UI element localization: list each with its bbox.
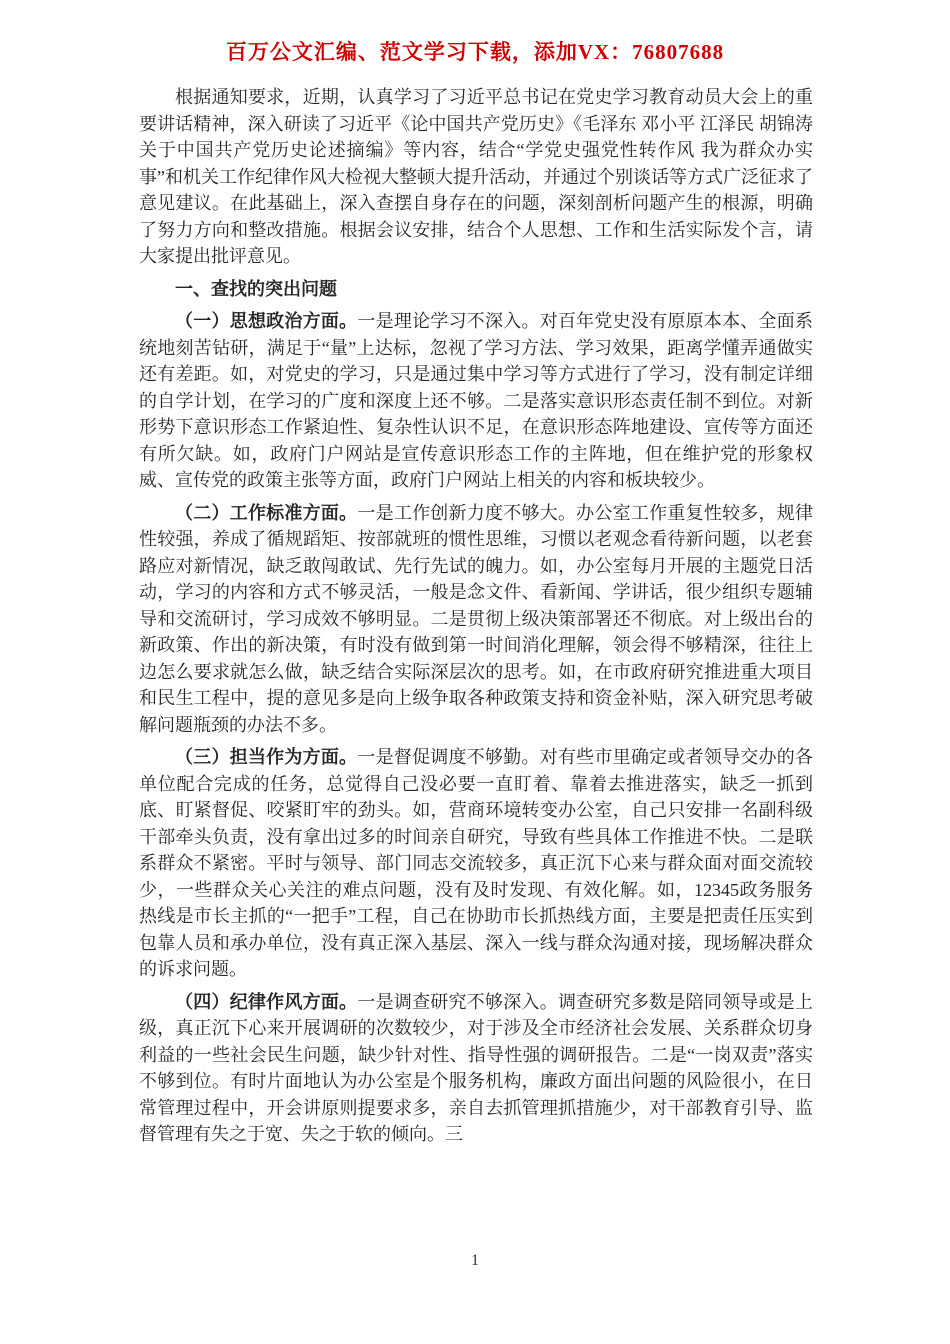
page-number: 1 bbox=[471, 1252, 479, 1269]
paragraph-4-body: 一是调查研究不够深入。调查研究多数是陪同领导或是上级，真正沉下心来开展调研的次数较少，对于涉及全市经济社会发展、关系群众切身利益的一些社会民生问题，缺少针对性、指导性强的调研报告。二是“一岗双责”落实不够到位。有时片面地认为办公室是个服务机构，廉政方面出问题的风险很小，在日常管理过程中，开会讲原则提要求多，亲自去抓管理抓措施少，对干部教育引导、监督管理有失之于宽、失之于软的倾向。三 bbox=[139, 991, 814, 1144]
paragraph-2-lead: （二）工作标准方面。 bbox=[175, 502, 358, 523]
promo-header: 百万公文汇编、范文学习下载，添加VX：76807688 bbox=[225, 40, 725, 64]
intro-paragraph: 根据通知要求，近期，认真学习了习近平总书记在党史学习教育动员大会上的重要讲话精神，深入研读了习近平《论中国共产党历史》《毛泽东 邓小平 江泽民 胡锦涛关于中国共产党历史论述摘编》等内容，结合“学党史强党性转作风 我为群众办实事”和机关工作纪律作风大检视大整顿大提升活动，并通过个别谈话等方式广泛征求了意见建议。在此基础上，深入查摆自身存在的问题，深刻剖析问题产生的根源，明确了努力方向和整改措施。根据会议安排，结合个人思想、工作和生活实际发个言，请大家提出批评意见。 bbox=[139, 87, 813, 266]
paragraph-4-lead: （四）纪律作风方面。 bbox=[175, 991, 358, 1012]
paragraph-2-body: 一是工作创新力度不够大。办公室工作重复性较多，规律性较强，养成了循规蹈矩、按部就班的惯性思维，习惯以老观念看待新问题，以老套路应对新情况，缺乏敢闯敢试、先行先试的魄力。如，办公室每月开展的主题党日活动，学习的内容和方式不够灵活，一般是念文件、看新闻、学讲话，很少组织专题辅导和交流研讨，学习成效不够明显。二是贯彻上级决策部署还不彻底。对上级出台的新政策、作出的新决策，有时没有做到第一时间消化理解，领会得不够精深，往往上边怎么要求就怎么做，缺乏结合实际深层次的思考。如，在市政府研究推进重大项目和民生工程中，提的意见多是向上级争取各种政策支持和资金补贴，深入研究思考破解问题瓶颈的办法不多。 bbox=[139, 502, 814, 735]
section-heading: 一、查找的突出问题 bbox=[175, 278, 337, 299]
document-content bbox=[139, 84, 813, 1154]
paragraph-1-body: 一是理论学习不深入。对百年党史没有原原本本、全面系统地刻苦钻研，满足于“量”上达标，忽视了学习方法、学习效果，距离学懂弄通做实还有差距。如，对党史的学习，只是通过集中学习等方式进行了学习，没有制定详细的自学计划，在学习的广度和深度上还不够。二是落实意识形态责任制不到位。对新形势下意识形态工作紧迫性、复杂性认识不足，在意识形态阵地建设、宣传等方面还有所欠缺。如，政府门户网站是宣传意识形态工作的主阵地，但在维护党的形象权威、宣传党的政策主张等方面，政府门户网站上相关的内容和板块较少。 bbox=[139, 311, 814, 490]
paragraph-2 bbox=[139, 500, 813, 739]
paragraph-3-lead: （三）担当作为方面。 bbox=[175, 747, 358, 767]
paragraph-4 bbox=[139, 989, 813, 1148]
paragraph-3 bbox=[139, 744, 813, 983]
paragraph-1-lead: （一）思想政治方面。 bbox=[175, 311, 358, 331]
paragraph-1 bbox=[139, 308, 813, 494]
paragraph-3-body: 一是督促调度不够勤。对有些市里确定或者领导交办的各单位配合完成的任务，总觉得自己没必要一直盯着、靠着去推进落实，缺乏一抓到底、盯紧督促、咬紧盯牢的劲头。如，营商环境转变办公室，自己只安排一名副科级干部牵头负责，没有拿出过多的时间亲自研究，导致有些具体工作推进不快。二是联系群众不紧密。平时与领导、部门同志交流较多，真正沉下心来与群众面对面交流较少，一些群众关心关注的难点问题，没有及时发现、有效化解。如，12345政务服务热线是市长主抓的“一把手”工程，自己在协助市长抓热线方面，主要是把责任压实到包靠人员和承办单位，没有真正深入基层、深入一线与群众沟通对接，现场解决群众的诉求问题。 bbox=[139, 747, 814, 979]
